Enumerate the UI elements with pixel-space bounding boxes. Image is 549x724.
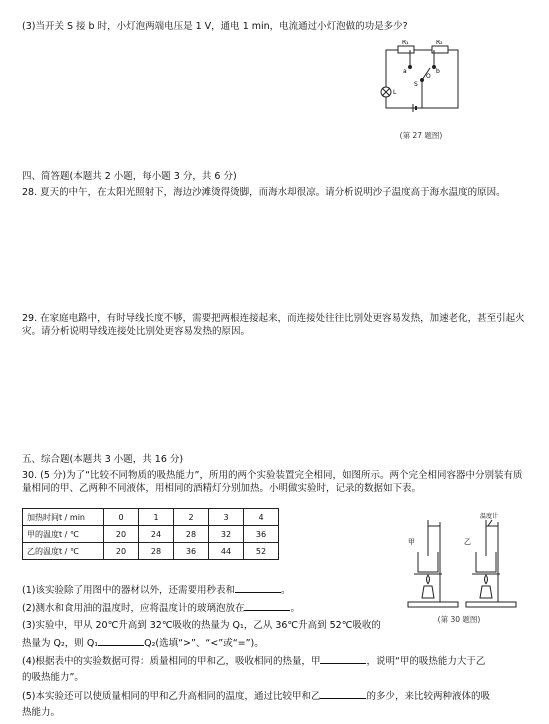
table-cell: 20 bbox=[104, 526, 139, 543]
label-o: O bbox=[426, 73, 431, 80]
sub5-line1 bbox=[22, 689, 531, 703]
label-r1: R₁ bbox=[402, 40, 409, 46]
table-header-cell: 2 bbox=[174, 509, 209, 526]
q27-part3: (3)当开关 S 接 b 时，小灯泡两端电压是 1 V，通电 1 min，电流通过小灯泡做的功是多少? bbox=[22, 21, 408, 32]
table-cell: 28 bbox=[139, 543, 174, 560]
sub3-line1: (3)实验中，甲从 20℃升高到 32℃吸收的热量为 Q₁，乙从 36℃升高到 52℃吸收的 bbox=[22, 620, 381, 631]
sub1 bbox=[22, 583, 531, 597]
q28-text: 28. 夏天的中午，在太阳光照射下，海边沙滩烫得烫脚，而海水却很凉。请分析说明沙子温度高于海水温度的原因。 bbox=[22, 187, 506, 198]
table-cell: 36 bbox=[174, 543, 209, 560]
sub4-line2: 的吸热能力”。 bbox=[22, 672, 84, 683]
answer-blank[interactable] bbox=[320, 654, 366, 664]
table-row bbox=[23, 526, 279, 543]
answer-blank[interactable] bbox=[320, 689, 366, 699]
label-yi: 乙 bbox=[464, 538, 471, 546]
table-cell: 乙的温度t / ℃ bbox=[23, 543, 104, 560]
table-cell: 32 bbox=[209, 526, 244, 543]
sub2 bbox=[22, 601, 531, 615]
answer-blank[interactable] bbox=[235, 583, 281, 593]
sub3-line2 bbox=[22, 636, 531, 650]
data-table bbox=[22, 508, 279, 560]
sub4-line1 bbox=[22, 654, 531, 668]
table-row bbox=[23, 543, 279, 560]
figure27-caption: (第 27 题图) bbox=[399, 131, 443, 140]
table-header-cell: 3 bbox=[209, 509, 244, 526]
table-cell: 24 bbox=[139, 526, 174, 543]
label-s: S bbox=[414, 81, 418, 88]
table-cell: 36 bbox=[244, 526, 279, 543]
table-header-cell: 1 bbox=[139, 509, 174, 526]
sub5-pre: (5)本实验还可以使质量相同的甲和乙升高相同的温度，通过比较甲和乙 bbox=[22, 691, 321, 702]
table-cell: 44 bbox=[209, 543, 244, 560]
q30-intro: 30. (5 分)为了“比较不同物质的吸热能力”，所用的两个实验装置完全相同，如图所示。两个完全相同容器中分别装有质量相同的甲、乙两种不同液体，用相同的酒精灯分别加热。小明做实验时，记录的数据如下表。 bbox=[22, 470, 523, 494]
answer-blank[interactable] bbox=[244, 601, 290, 611]
table-cell: 52 bbox=[244, 543, 279, 560]
figure30-caption: (第 30 题图) bbox=[437, 615, 481, 624]
table-cell: 28 bbox=[174, 526, 209, 543]
apparatus-diagram bbox=[404, 512, 524, 612]
circuit-diagram bbox=[368, 40, 468, 140]
table-header-cell: 加热时间t / min bbox=[23, 509, 104, 526]
period: 。 bbox=[280, 585, 291, 596]
label-a: a bbox=[403, 68, 407, 75]
sub4-post: ，说明“甲的吸热能力大于乙 bbox=[366, 656, 486, 667]
sub5-post: 的多少，来比较两种液体的吸 bbox=[366, 691, 490, 702]
sub5-line2: 热能力。 bbox=[22, 707, 61, 718]
section5-title: 五、综合题(本题共 3 小题，共 16 分) bbox=[22, 454, 184, 465]
section4-title: 四、简答题(本题共 2 小题，每小题 3 分，共 6 分) bbox=[22, 171, 237, 182]
label-l: L bbox=[393, 89, 397, 96]
sub3-pre: 热量为 Q₂，则 Q₁ bbox=[22, 638, 99, 649]
period: 。 bbox=[290, 603, 300, 614]
answer-blank[interactable] bbox=[98, 636, 144, 646]
table-header-cell: 4 bbox=[244, 509, 279, 526]
sub1-text: (1)该实验除了用图中的器材以外，还需要用秒表和 bbox=[22, 585, 235, 596]
table-cell: 甲的温度t / ℃ bbox=[23, 526, 104, 543]
label-b: b bbox=[436, 68, 440, 75]
table-header-row bbox=[23, 509, 279, 526]
sub2-text: (2)测水和食用油的温度时，应将温度计的玻璃泡放在 bbox=[22, 603, 245, 614]
table-header-cell: 0 bbox=[104, 509, 139, 526]
sub4-pre: (4)根据表中的实验数据可得：质量相同的甲和乙，吸收相同的热量，甲 bbox=[22, 656, 321, 667]
label-thermometer: 温度计 bbox=[480, 513, 499, 520]
label-jia: 甲 bbox=[408, 538, 415, 546]
table-cell: 20 bbox=[104, 543, 139, 560]
q29-text: 29. 在家庭电路中，有时导线长度不够，需要把两根连接起来，而连接处往往比别处更容易发热，加速老化，甚至引起火灾。请分析说明导线连接处比别处更容易发热的原因。 bbox=[22, 313, 525, 337]
label-r2: R₂ bbox=[436, 40, 443, 46]
sub3-mid: Q₂(选填“>”、“<”或“=”)。 bbox=[144, 638, 264, 649]
